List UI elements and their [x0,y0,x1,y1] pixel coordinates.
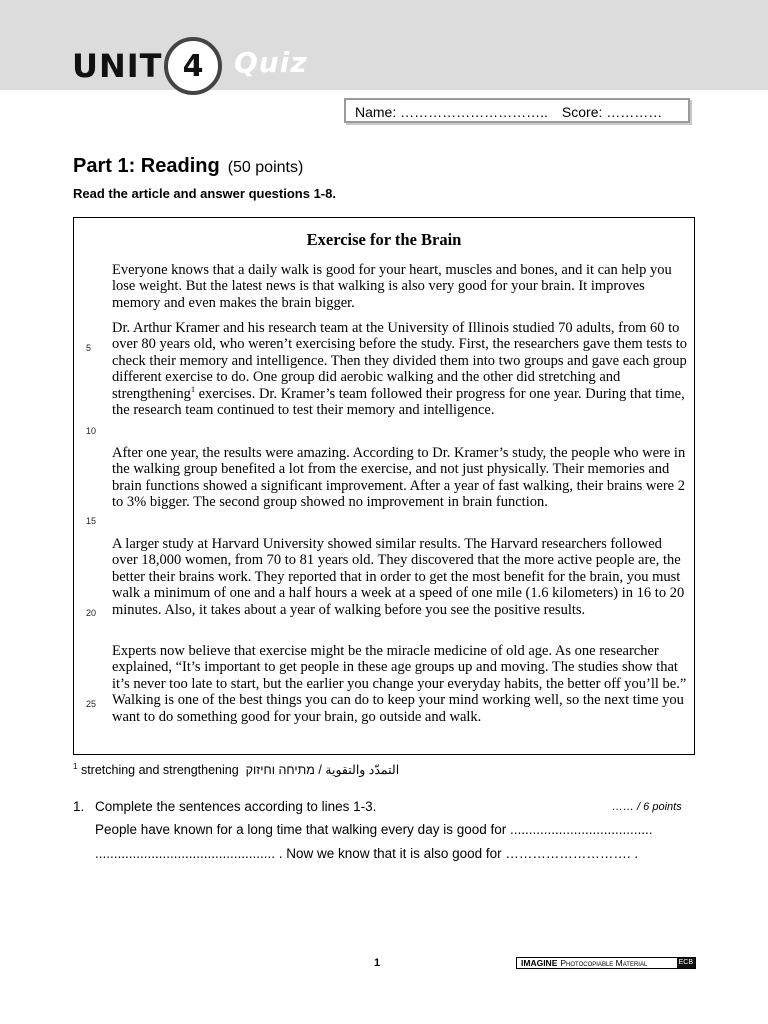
article-paragraph-2-tail: exercises. Dr. Kramer’s team followed their progress for one year. During that time, the research team continued to test their memory and intelligence. [112,385,685,419]
unit-number-badge [164,37,222,95]
publisher-logo: ECB [678,959,693,966]
question-points: …… / 6 points [612,801,682,813]
article-paragraph-4: A larger study at Harvard University showed similar results. The Harvard researchers followed over 18,000 women, from 70 to 81 years old. They discovered that the more active people are, the better their brains work. They reported that in order to get the most benefit for the brain, you must walk a minimum of one and a half hours a week at a speed of one mile (1.6 kilometers) in 16 to 20 minutes. Also, it takes about a year of walking before you see the positive results. [112,536,685,618]
line-number: 10 [86,426,97,436]
footnote-marker: 1 [73,761,78,771]
footer-brand: IMAGINE [521,958,558,968]
article-title: Exercise for the Brain [306,230,462,249]
page-number: 1 [374,957,381,969]
article-paragraph-2-text: Dr. Arthur Kramer and his research team at the University of Illinois studied 70 adults, from 60 to over 80 years old, who weren’t exercising before the study. First, the researchers gave them tests to check their memory and intelligence. Then they divided them into two groups and gave each group different exercise to do. One group did aerobic walking and the other did stretching and strengthening [112,320,687,402]
article-paragraph-1: Everyone knows that a daily walk is good for your heart, muscles and bones, and it can help you lose weight. But the latest news is that walking is also very good for your brain. It improves memory and even makes the brain bigger. [112,262,672,311]
line-number: 20 [86,608,97,618]
footer-material: Photocopiable Material [560,958,648,968]
footnote-text: stretching and strengthening [80,763,239,777]
score-label: Score: ………… [561,104,663,120]
instructions: Read the article and answer questions 1-8. [73,186,336,201]
footer-tag [516,957,696,969]
footnote [73,762,399,777]
question-number: 1. [73,799,85,814]
part-title [73,155,303,178]
name-score-box[interactable] [344,98,690,123]
article-box [73,217,695,755]
article-paragraph-2 [112,320,690,418]
unit-number: 4 [182,48,204,84]
answer-line-1[interactable]: People have known for a long time that walking every day is good for ...................................... [95,822,653,837]
line-number: 15 [86,516,97,526]
part-points: (50 points) [227,159,304,176]
question-prompt: Complete the sentences according to lines 1-3. [95,799,377,814]
footnote-translation: التمدّد والتقوية / מתיחה וחיזוק [245,763,400,777]
line-number: 25 [86,699,97,709]
footnote-ref: 1 [190,384,195,394]
answer-line-2[interactable]: ................................................ . Now we know that it is also good for ………………………. . [95,846,639,861]
article-paragraph-5: Experts now believe that exercise might be the miracle medicine of old age. As one researcher explained, “It’s important to get people in these age groups up and moving. The studies show that it’s never too late to start, but the earlier you change your everyday habits, the better off you’ll be.” Walking is one of the best things you can do to keep your mind working well, so the next time you want to do something good for your brain, go outside and walk. [112,643,687,725]
quiz-label: Quiz [234,46,308,79]
name-label: Name: ………………………….. [355,104,548,120]
article-paragraph-3: After one year, the results were amazing. According to Dr. Kramer’s study, the people who were in the walking group benefited a lot from the exercise, and not just physically. Their memories and brain functions showed a significant improvement. After a year of fast walking, their brains were 2 to 3% bigger. The second group showed no improvement in brain function. [112,445,686,511]
unit-label: UNIT [72,47,163,85]
part-title-text: Part 1: Reading [73,155,220,177]
line-number: 5 [86,343,92,353]
